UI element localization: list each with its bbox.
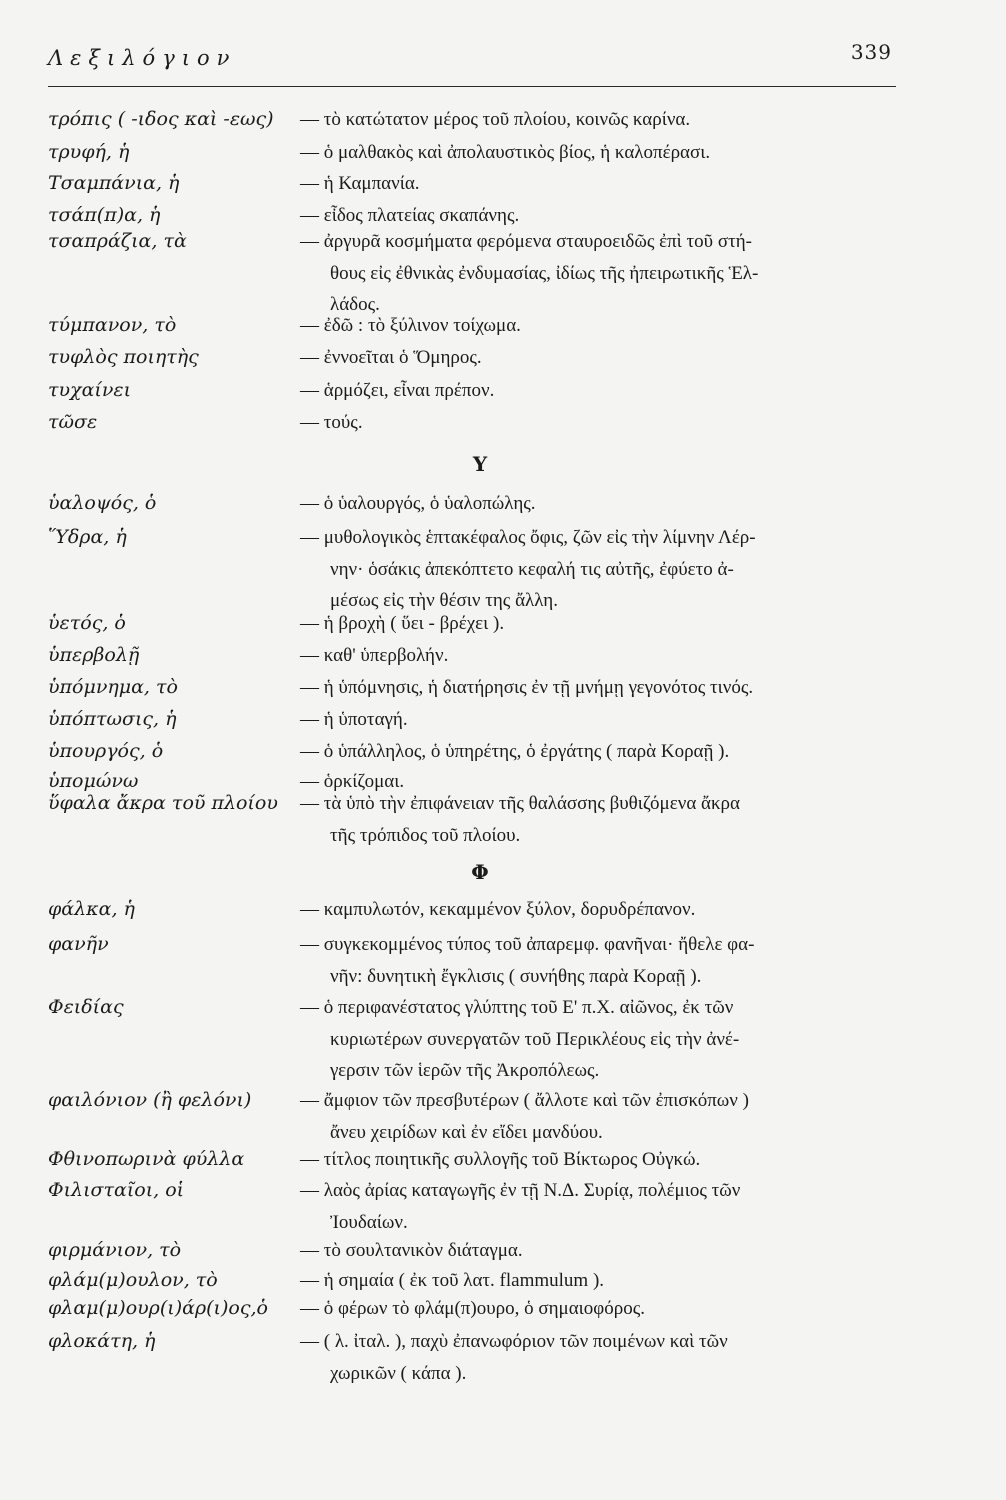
definition-line: — ( λ. ἰταλ. ), παχὺ ἐπανωφόριον τῶν ποιμένων καὶ τῶν xyxy=(300,1331,728,1352)
definition-line: — τούς. xyxy=(300,412,363,433)
definition-line: — τὸ σουλτανικὸν διάταγμα. xyxy=(300,1240,523,1261)
definition-line: — τίτλος ποιητικῆς συλλογῆς τοῦ Βίκτωρος Οὐγκώ. xyxy=(300,1149,701,1170)
entry-term: φαιλόνιον (ἢ φελόνι) xyxy=(48,1089,252,1111)
entry-definition xyxy=(300,788,900,851)
definition-line: κυριωτέρων συνεργατῶν τοῦ Περικλέους εἰς τὴν ἀνέ- xyxy=(330,1028,740,1050)
definition-line: ἄνευ χειρίδων καὶ ἐν εἴδει μανδύου. xyxy=(330,1121,603,1143)
entry-term: φλαμ(μ)ουρ(ι)άρ(ι)ος,ὁ xyxy=(48,1297,268,1319)
entry-term: τσαπράζια, τὰ xyxy=(48,230,187,252)
entry-term: ὑπόμνημα, τὸ xyxy=(48,676,178,698)
definition-line: θους εἰς ἐθνικὰς ἐνδυμασίας, ἰδίως τῆς ἠπειρωτικῆς Ἑλ- xyxy=(330,262,759,284)
entry-definition xyxy=(300,522,900,617)
section-letter-phi: Φ xyxy=(471,860,489,884)
entry-definition xyxy=(300,640,900,672)
definition-line: — ἡ βροχὴ ( ὕει - βρέχει ). xyxy=(300,613,505,634)
definition-line: νῆν: δυνητικὴ ἔγκλισις ( συνήθης παρὰ Κοραῇ ). xyxy=(330,965,702,987)
definition-line: — τὸ κατώτατον μέρος τοῦ πλοίου, κοινῶς καρίνα. xyxy=(300,109,691,130)
entry-definition xyxy=(300,929,900,992)
entry-term: φλοκάτη, ἡ xyxy=(48,1330,156,1352)
entry-term: τρόπις ( -ιδος καὶ -εως) xyxy=(48,108,274,130)
definition-line: — ἐννοεῖται ὁ Ὅμηρος. xyxy=(300,347,482,368)
entry-definition xyxy=(300,672,900,704)
definition-line: — λαὸς ἀρίας καταγωγῆς ἐν τῇ Ν.Δ. Συρίᾳ, πολέμιος τῶν xyxy=(300,1180,741,1201)
entry-term: φλάμ(μ)ουλον, τὸ xyxy=(48,1269,218,1291)
entry-term: φανῆν xyxy=(48,933,109,955)
entry-definition xyxy=(300,1144,900,1176)
definition-line: — ἡ σημαία ( ἐκ τοῦ λατ. flammulum ). xyxy=(300,1270,605,1291)
entry-definition xyxy=(300,1235,900,1267)
definition-line: — ἄμφιον τῶν πρεσβυτέρων ( ἄλλοτε καὶ τῶν ἐπισκόπων ) xyxy=(300,1090,749,1111)
definition-line: — εἶδος πλατείας σκαπάνης. xyxy=(300,205,520,226)
entry-definition xyxy=(300,894,900,926)
entry-definition xyxy=(300,1175,900,1238)
entry-term: τυχαίνει xyxy=(48,379,132,401)
entry-definition xyxy=(300,168,900,200)
entry-term: φάλκα, ἡ xyxy=(48,898,135,920)
entry-definition xyxy=(300,1265,900,1297)
definition-line: γερσιν τῶν ἱερῶν τῆς Ἀκροπόλεως. xyxy=(330,1060,600,1081)
entry-definition xyxy=(300,342,900,374)
definition-line: — ἡ ὑποταγή. xyxy=(300,709,408,730)
entry-definition xyxy=(300,226,900,321)
definition-line: — ὁ μαλθακὸς καὶ ἀπολαυστικὸς βίος, ἡ καλοπέρασι. xyxy=(300,142,711,163)
entry-definition xyxy=(300,704,900,736)
definition-line: — ἁρμόζει, εἶναι πρέπον. xyxy=(300,380,495,401)
entry-definition xyxy=(300,375,900,407)
entry-term: ὑετός, ὁ xyxy=(48,612,126,634)
entry-definition xyxy=(300,1085,900,1148)
page-header xyxy=(48,38,896,87)
definition-line: — ἀργυρᾶ κοσμήματα φερόμενα σταυροειδῶς ἐπὶ τοῦ στή- xyxy=(300,231,752,252)
entry-definition xyxy=(300,1293,900,1325)
entry-term: τύμπανον, τὸ xyxy=(48,314,177,336)
definition-line: νην· ὁσάκις ἀπεκόπτετο κεφαλή τις αὐτῆς, ἐφύετο ἀ- xyxy=(330,558,734,580)
definition-line: — ὁρκίζομαι. xyxy=(300,771,405,792)
definition-line: λάδος. xyxy=(330,294,380,315)
definition-line: — συγκεκομμένος τύπος τοῦ ἀπαρεμφ. φανῆναι· ἤθελε φα- xyxy=(300,934,755,955)
entry-term: τυφλὸς ποιητὴς xyxy=(48,346,199,368)
entry-term: Φιλισταῖοι, οἱ xyxy=(48,1179,185,1201)
entry-definition xyxy=(300,137,900,169)
entry-term: ὑπερβολῇ xyxy=(48,644,140,666)
definition-line: — ὁ περιφανέστατος γλύπτης τοῦ Ε' π.Χ. αἰῶνος, ἐκ τῶν xyxy=(300,997,734,1018)
entry-definition xyxy=(300,1326,900,1389)
entry-term: τσάπ(π)α, ἡ xyxy=(48,204,161,226)
entry-term: ὑπόπτωσις, ἡ xyxy=(48,708,177,730)
entry-definition xyxy=(300,488,900,520)
definition-line: μέσως εἰς τὴν θέσιν της ἄλλη. xyxy=(330,590,558,611)
entry-definition xyxy=(300,104,900,136)
entry-term: Φειδίας xyxy=(48,996,124,1018)
definition-line: — τὰ ὑπὸ τὴν ἐπιφάνειαν τῆς θαλάσσης βυθιζόμενα ἄκρα xyxy=(300,793,740,814)
entry-definition xyxy=(300,608,900,640)
definition-line: — μυθολογικὸς ἑπτακέφαλος ὄφις, ζῶν εἰς τὴν λίμνην Λέρ- xyxy=(300,527,756,548)
definition-line: — ὁ ὑαλουργός, ὁ ὑαλοπώλης. xyxy=(300,493,536,514)
page-number: 339 xyxy=(850,40,892,64)
definition-line: τῆς τρόπιδος τοῦ πλοίου. xyxy=(330,824,521,846)
definition-line: — καμπυλωτόν, κεκαμμένον ξύλον, δορυδρέπανον. xyxy=(300,899,696,920)
entry-term: ὑπομώνω xyxy=(48,770,139,792)
entry-term: τρυφή, ἡ xyxy=(48,141,130,163)
definition-line: — ἡ Καμπανία. xyxy=(300,173,420,194)
entry-term: φιρμάνιον, τὸ xyxy=(48,1239,182,1261)
entry-term: ὑαλοψός, ὁ xyxy=(48,492,157,514)
entry-definition xyxy=(300,992,900,1087)
definition-line: — ὁ ὑπάλληλος, ὁ ὑπηρέτης, ὁ ἐργάτης ( παρὰ Κοραῇ ). xyxy=(300,741,730,762)
section-letter-upsilon: Υ xyxy=(472,452,488,476)
definition-line: — ἐδῶ : τὸ ξύλινον τοίχωμα. xyxy=(300,315,521,336)
entry-term: Τσαμπάνια, ἡ xyxy=(48,172,180,194)
entry-definition xyxy=(300,310,900,342)
definition-line: — ἡ ὑπόμνησις, ἡ διατήρησις ἐν τῇ μνήμῃ γεγονότος τινός. xyxy=(300,677,754,698)
definition-line: χωρικῶν ( κάπα ). xyxy=(330,1362,467,1384)
entry-term: Φθινοπωρινὰ φύλλα xyxy=(48,1148,245,1170)
entry-term: Ὕδρα, ἡ xyxy=(48,526,127,548)
page-title: Λεξιλόγιον xyxy=(48,46,237,70)
entry-term: ὑπουργός, ὁ xyxy=(48,740,164,762)
definition-line: — καθ' ὑπερβολήν. xyxy=(300,645,449,666)
entry-definition xyxy=(300,736,900,768)
entry-term: ὕφαλα ἄκρα τοῦ πλοίου xyxy=(48,792,278,814)
entry-definition xyxy=(300,407,900,439)
definition-line: Ἰουδαίων. xyxy=(330,1211,408,1233)
entry-term: τῶσε xyxy=(48,411,98,433)
definition-line: — ὁ φέρων τὸ φλάμ(π)ουρο, ὁ σημαιοφόρος. xyxy=(300,1298,646,1319)
